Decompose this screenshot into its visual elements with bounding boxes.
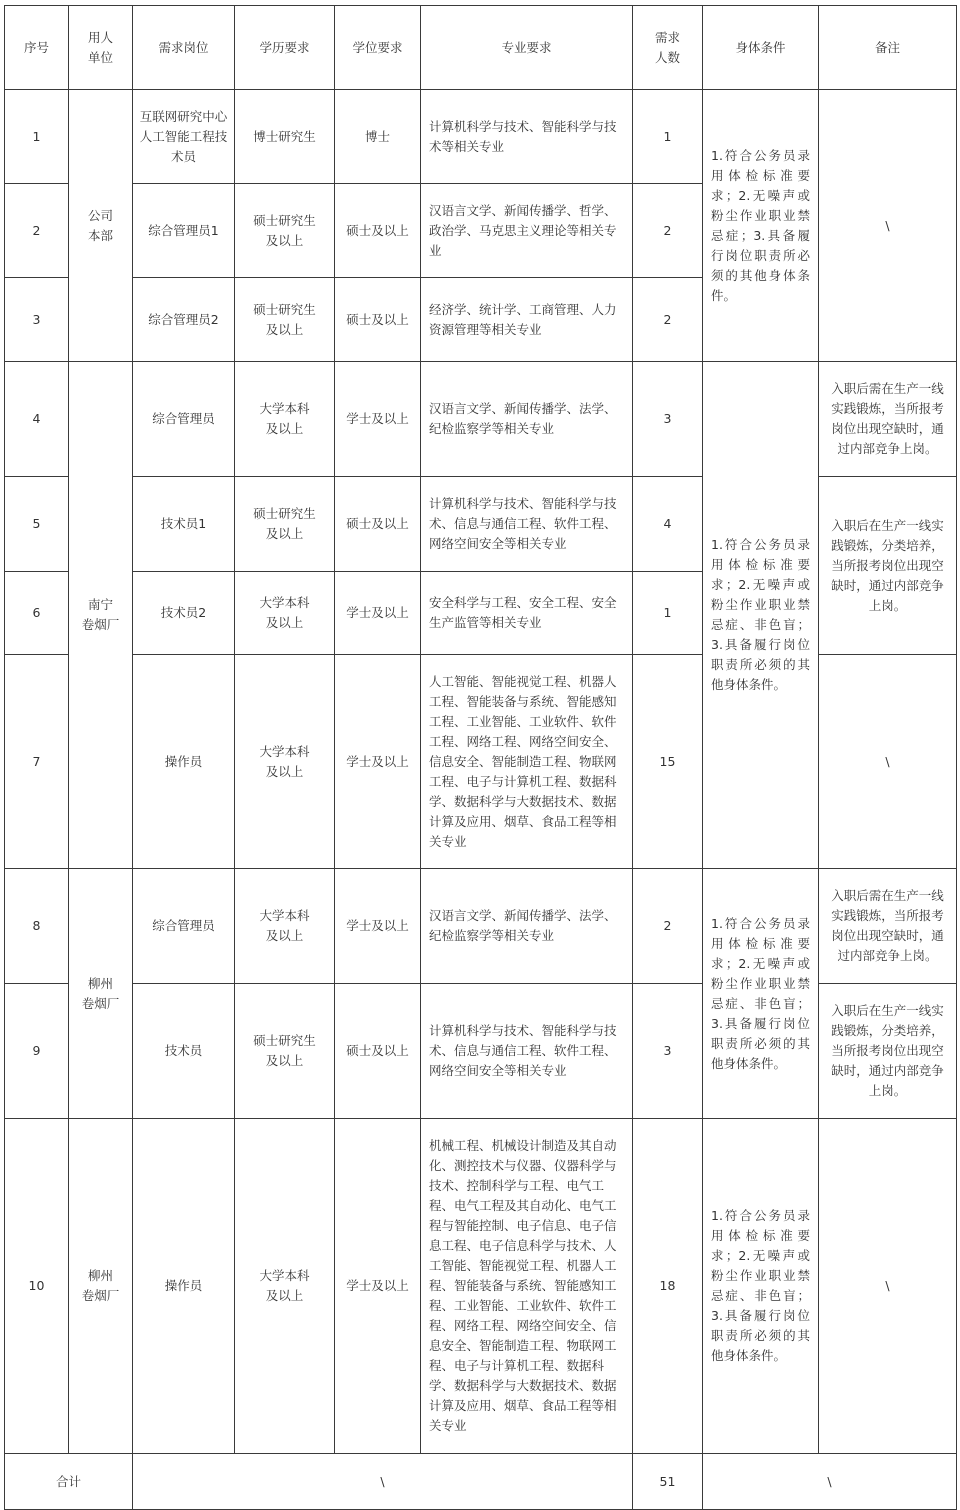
row-seq: 6: [5, 572, 69, 655]
row-major: 经济学、统计学、工商管理、人力资源管理等相关专业: [421, 278, 633, 362]
row-position: 综合管理员2: [133, 278, 235, 362]
row-seq: 2: [5, 184, 69, 278]
row-degree: 博士: [335, 90, 421, 184]
row-education: 大学本科 及以上: [235, 869, 335, 984]
row-seq: 7: [5, 655, 69, 869]
row-education: 硕士研究生 及以上: [235, 184, 335, 278]
row-degree: 学士及以上: [335, 655, 421, 869]
row-degree: 学士及以上: [335, 362, 421, 477]
row-position: 技术员2: [133, 572, 235, 655]
row-seq: 4: [5, 362, 69, 477]
header-position: 需求岗位: [133, 6, 235, 90]
row-position: 技术员1: [133, 477, 235, 572]
remark-cell: 入职后在生产一线实践锻炼，分类培养，当所报考岗位出现空缺时，通过内部竞争上岗。: [819, 984, 957, 1119]
row-education: 大学本科 及以上: [235, 362, 335, 477]
row-count: 15: [633, 655, 703, 869]
row-degree: 硕士及以上: [335, 984, 421, 1119]
remark-cell: \: [819, 1119, 957, 1454]
row-position: 综合管理员: [133, 362, 235, 477]
row-major: 安全科学与工程、安全工程、安全生产监管等相关专业: [421, 572, 633, 655]
row-education: 大学本科 及以上: [235, 572, 335, 655]
table-row: [5, 1119, 957, 1454]
header-count: 需求 人数: [633, 6, 703, 90]
total-middle: \: [133, 1454, 633, 1510]
header-degree: 学位要求: [335, 6, 421, 90]
total-row: [5, 1454, 957, 1510]
row-seq: 3: [5, 278, 69, 362]
total-label: 合计: [5, 1454, 133, 1510]
row-position: 技术员: [133, 984, 235, 1119]
recruitment-table: [4, 5, 957, 1510]
row-seq: 5: [5, 477, 69, 572]
row-education: 硕士研究生 及以上: [235, 984, 335, 1119]
header-major: 专业要求: [421, 6, 633, 90]
remark-cell: \: [819, 655, 957, 869]
unit-cell: 南宁 卷烟厂: [69, 362, 133, 869]
row-major: 计算机科学与技术、智能科学与技术等相关专业: [421, 90, 633, 184]
row-major: 计算机科学与技术、智能科学与技术、信息与通信工程、软件工程、网络空间安全等相关专业: [421, 984, 633, 1119]
row-education: 大学本科 及以上: [235, 655, 335, 869]
row-count: 3: [633, 984, 703, 1119]
row-position: 综合管理员1: [133, 184, 235, 278]
row-degree: 硕士及以上: [335, 278, 421, 362]
unit-cell: 柳州 卷烟厂: [69, 869, 133, 1119]
row-major: 汉语言文学、新闻传播学、法学、纪检监察学等相关专业: [421, 362, 633, 477]
row-education: 硕士研究生 及以上: [235, 278, 335, 362]
remark-cell: 入职后需在生产一线实践锻炼，当所报考岗位出现空缺时，通过内部竞争上岗。: [819, 869, 957, 984]
row-count: 2: [633, 869, 703, 984]
table-row: [5, 362, 957, 477]
row-count: 2: [633, 184, 703, 278]
row-degree: 学士及以上: [335, 869, 421, 984]
row-seq: 1: [5, 90, 69, 184]
row-education: 硕士研究生 及以上: [235, 477, 335, 572]
row-degree: 学士及以上: [335, 1119, 421, 1454]
row-education: 博士研究生: [235, 90, 335, 184]
row-seq: 10: [5, 1119, 69, 1454]
row-count: 4: [633, 477, 703, 572]
header-row: [5, 6, 957, 90]
row-position: 互联网研究中心人工智能工程技术员: [133, 90, 235, 184]
physical-cell: 1.符合公务员录用体检标准要求；2.无噪声或粉尘作业职业禁忌症、非色盲；3.具备履行岗位职责所必须的其他身体条件。: [703, 1119, 819, 1454]
unit-cell: 柳州 卷烟厂: [69, 1119, 133, 1454]
row-position: 操作员: [133, 655, 235, 869]
row-count: 3: [633, 362, 703, 477]
header-remark: 备注: [819, 6, 957, 90]
remark-cell: \: [819, 90, 957, 362]
physical-cell: 1.符合公务员录用体检标准要求；2.无噪声或粉尘作业职业禁忌症、非色盲；3.具备履行岗位职责所必须的其他身体条件。: [703, 362, 819, 869]
remark-cell: 入职后在生产一线实践锻炼，分类培养，当所报考岗位出现空缺时，通过内部竞争上岗。: [819, 477, 957, 655]
row-major: 计算机科学与技术、智能科学与技术、信息与通信工程、软件工程、网络空间安全等相关专业: [421, 477, 633, 572]
row-education: 大学本科 及以上: [235, 1119, 335, 1454]
physical-cell: 1.符合公务员录用体检标准要求；2.无噪声或粉尘作业职业禁忌症、非色盲；3.具备履行岗位职责所必须的其他身体条件。: [703, 869, 819, 1119]
header-unit: 用人 单位: [69, 6, 133, 90]
row-degree: 硕士及以上: [335, 477, 421, 572]
row-position: 操作员: [133, 1119, 235, 1454]
total-count: 51: [633, 1454, 703, 1510]
row-count: 1: [633, 572, 703, 655]
row-position: 综合管理员: [133, 869, 235, 984]
header-physical: 身体条件: [703, 6, 819, 90]
row-major: 汉语言文学、新闻传播学、法学、纪检监察学等相关专业: [421, 869, 633, 984]
row-major: 机械工程、机械设计制造及其自动化、测控技术与仪器、仪器科学与技术、控制科学与工程、电气工程、电气工程及其自动化、电气工程与智能控制、电子信息、电子信息工程、电子信息科学与技术、人工智能、智能视觉工程、机器人工程、智能装备与系统、智能感知工程、工业智能、工业软件、软件工程、网络工程、网络空间安全、信息安全、智能制造工程、物联网工程、电子与计算机工程、数据科学、数据科学与大数据技术、数据计算及应用、烟草、食品工程等相关专业: [421, 1119, 633, 1454]
row-count: 18: [633, 1119, 703, 1454]
header-seq: 序号: [5, 6, 69, 90]
remark-cell: 入职后需在生产一线实践锻炼，当所报考岗位出现空缺时，通过内部竞争上岗。: [819, 362, 957, 477]
unit-cell: 公司 本部: [69, 90, 133, 362]
row-count: 1: [633, 90, 703, 184]
row-degree: 硕士及以上: [335, 184, 421, 278]
row-count: 2: [633, 278, 703, 362]
row-major: 汉语言文学、新闻传播学、哲学、政治学、马克思主义理论等相关专业: [421, 184, 633, 278]
row-seq: 9: [5, 984, 69, 1119]
row-degree: 学士及以上: [335, 572, 421, 655]
row-seq: 8: [5, 869, 69, 984]
physical-cell: 1.符合公务员录用体检标准要求；2.无噪声或粉尘作业职业禁忌症；3.具备履行岗位职责所必须的其他身体条件。: [703, 90, 819, 362]
table-row: [5, 869, 957, 984]
table-row: [5, 90, 957, 184]
row-major: 人工智能、智能视觉工程、机器人工程、智能装备与系统、智能感知工程、工业智能、工业软件、软件工程、网络工程、网络空间安全、信息安全、智能制造工程、物联网工程、电子与计算机工程、数据科学、数据科学与大数据技术、数据计算及应用、烟草、食品工程等相关专业: [421, 655, 633, 869]
total-end: \: [703, 1454, 957, 1510]
header-education: 学历要求: [235, 6, 335, 90]
